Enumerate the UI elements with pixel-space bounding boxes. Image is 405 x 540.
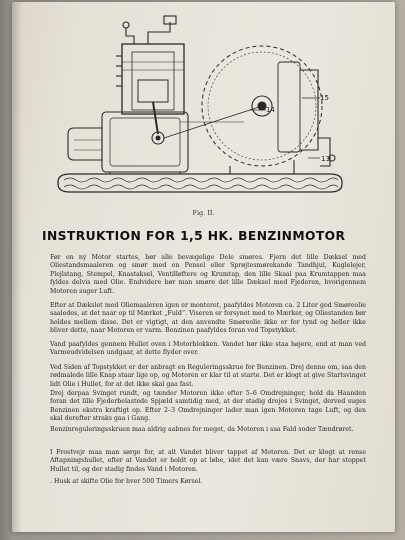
callout-14: 14 bbox=[266, 106, 275, 114]
paragraph-starting: Drej derpaa Svinget rundt, og tænder Motoren ikke efter 5–6 Omdrejninger, hold da Haanden foran det lille Fjederbelastede Spjæld samtidig med, at der stadig drejes i Svinget, derved suges Benzinen ekstra kraftigt op. Efter 2–3 Omdrejninger lader man igen Motoren tage Luft, og den skal derefter straks gaa i Gang. bbox=[50, 390, 366, 423]
paragraph-regulating-screw: Ved Siden af Topstykket er der anbragt en Reguleringsskrue for Benzinen. Drej denne om, saa den rødmalede lille Knap staar lige op, og Motoren er klar til at starte. Det er klogt at give Startsvinget lidt Olie i Hullet, for at det ikke skal gaa fast. bbox=[50, 364, 366, 388]
callout-13: 13 bbox=[321, 155, 330, 163]
paragraph-oil-filling: Efter at Dækslet med Oliemaaleren igen er monteret, paafyldes Motoren ca. 2 Liter god Smøreolie saaledes, at det naar op til Mærket „Fuld“. Viseren er forsynet med to Mærker, og Oliestanden bør holdes mellem disse. Det er vigtigt, at den anvendte Smøreolie ikke er for tynd og heller ikke bliver dette, naar Motoren er varm. Benzinen paafyldes foran ved Topstykket. bbox=[50, 302, 366, 335]
paragraph-lubrication: Før en ny Motor startes, bør alle bevægelige Dele smøres. Fjern det lille Dæksel med Oliestandsmaaleren og smør med en Pensel eller Sprøjtesmørekande Tandhjul, Kuglelejer, Plejlstang, Stempel, Knastaksel, Ventilløftere og Krumtap, den lille Skaal paa Krumtappen maa fyldes delvis med Olie. Endvidere bør man smøre det lille Dæksel med Fjederen, hvorigennem Motoren suger Luft. bbox=[50, 254, 366, 295]
page-title: INSTRUKTION FOR 1,5 HK. BENZINMOTOR bbox=[42, 229, 346, 243]
paragraph-water-filling: Vand paafyldes gennem Hullet oven i Motorblokken. Vandet bør ikke staa højere, end at man ved Varmeudvidelsen undgaar, at dette flyder over. bbox=[50, 341, 366, 357]
paragraph-oil-change: . Husk at skifte Olie for hver 500 Timers Kørsel. bbox=[50, 478, 203, 485]
paragraph-fuel-warning: Benzinreguleringsskruen maa aldrig aabnes for meget, da Motoren i saa Fald soder Tændrøret. bbox=[50, 426, 354, 433]
paragraph-frost: I Frostvejr maa man sørge for, at alt Vandet bliver tappet af Motoren. Det er klogt at rense Aftapningshullet, efter at Vandet er holdt op at løbe, idet det kan være Snavs, der har stoppet Hullet til, og der stadig findes Vand i Motoren. bbox=[50, 449, 366, 473]
engine-diagram bbox=[30, 10, 375, 206]
manual-page bbox=[12, 2, 395, 532]
callout-15: 15 bbox=[320, 94, 329, 102]
figure-caption: Fig. II. bbox=[192, 209, 215, 217]
